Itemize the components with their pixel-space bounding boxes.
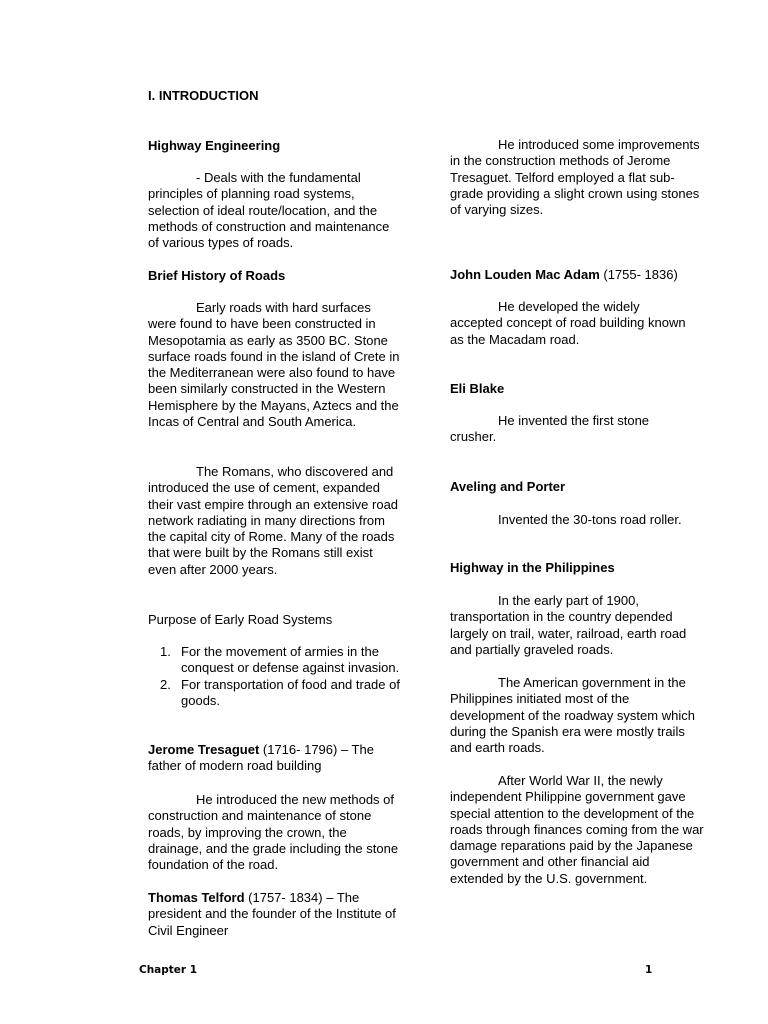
philippines-p2: The American government in the Philippines initiated most of the development of the roadway system which during the Spanish era were mostly trails and earth roads.	[450, 675, 695, 756]
list-item	[148, 644, 402, 677]
list-item	[148, 677, 402, 710]
telford-text: He introduced some improvements in the construction methods of Jerome Tresaguet. Telford employed a flat sub-grade providing a slight crown using stones of varying sizes.	[450, 137, 700, 218]
tresaguet-desc: (1716- 1796) – The father of modern road building	[148, 742, 374, 774]
purpose-title: Purpose of Early Road Systems	[148, 612, 333, 627]
tresaguet-text: He introduced the new methods of construction and maintenance of stone roads, by improving the crown, the drainage, and the grade including the stone foundation of the road.	[148, 792, 399, 873]
footer-chapter: Chapter 1	[139, 964, 198, 976]
macadam-name: John Louden Mac Adam	[450, 267, 600, 282]
list-text: For the movement of armies in the conquest or defense against invasion.	[181, 644, 400, 676]
section-heading: I. INTRODUCTION	[148, 88, 259, 103]
list-number: 2.	[160, 676, 171, 692]
blake-text: He invented the first stone crusher.	[450, 413, 650, 445]
macadam-heading	[450, 267, 710, 283]
tresaguet-heading	[148, 742, 402, 775]
macadam-text: He developed the widely accepted concept of road building known as the Macadam road.	[450, 299, 686, 347]
telford-heading	[148, 890, 402, 939]
list-text: For transportation of food and trade of goods.	[181, 676, 400, 708]
brief-history-title: Brief History of Roads	[148, 268, 286, 283]
purpose-list	[148, 644, 402, 709]
highway-engineering-text: - Deals with the fundamental principles of planning road systems, selection of ideal route/location, and the methods of construction and maintenance of various types of roads.	[148, 170, 390, 251]
blake-name: Eli Blake	[450, 381, 505, 396]
list-number: 1.	[160, 644, 171, 659]
brief-history-p1: Early roads with hard surfaces were found to have been constructed in Mesopotamia as early as 3500 BC. Stone surface roads found in the island of Crete in the Mediterranean were also found to have been similarly constructed in the Western Hemisphere by the Mayans, Aztecs and the Incas of Central and South America.	[148, 300, 400, 430]
telford-desc: (1757- 1834) – The president and the founder of the Institute of Civil Engineer	[148, 890, 396, 938]
aveling-text: Invented the 30-tons road roller.	[498, 512, 682, 527]
telford-name: Thomas Telford	[148, 890, 245, 905]
highway-engineering-title: Highway Engineering	[148, 138, 281, 153]
macadam-desc: (1755- 1836)	[599, 267, 678, 282]
aveling-name: Aveling and Porter	[450, 479, 566, 494]
tresaguet-name: Jerome Tresaguet	[148, 742, 260, 757]
philippines-title: Highway in the Philippines	[450, 560, 615, 575]
philippines-p1: In the early part of 1900, transportation in the country depended largely on trail, water, railroad, earth road and partially graveled roads.	[450, 593, 687, 657]
philippines-p3: After World War II, the newly independent Philippine government gave special attention to the development of the roads through finances coming from the war damage reparations paid by the Japanese government and other financial aid extended by the U.S. government.	[450, 773, 704, 886]
brief-history-p2: The Romans, who discovered and introduced the use of cement, expanded their vast empire through an extensive road network radiating in many directions from the capital city of Rome. Many of the roads that were built by the Romans still exist even after 2000 years.	[148, 464, 399, 577]
footer-page-number: 1	[645, 964, 653, 976]
